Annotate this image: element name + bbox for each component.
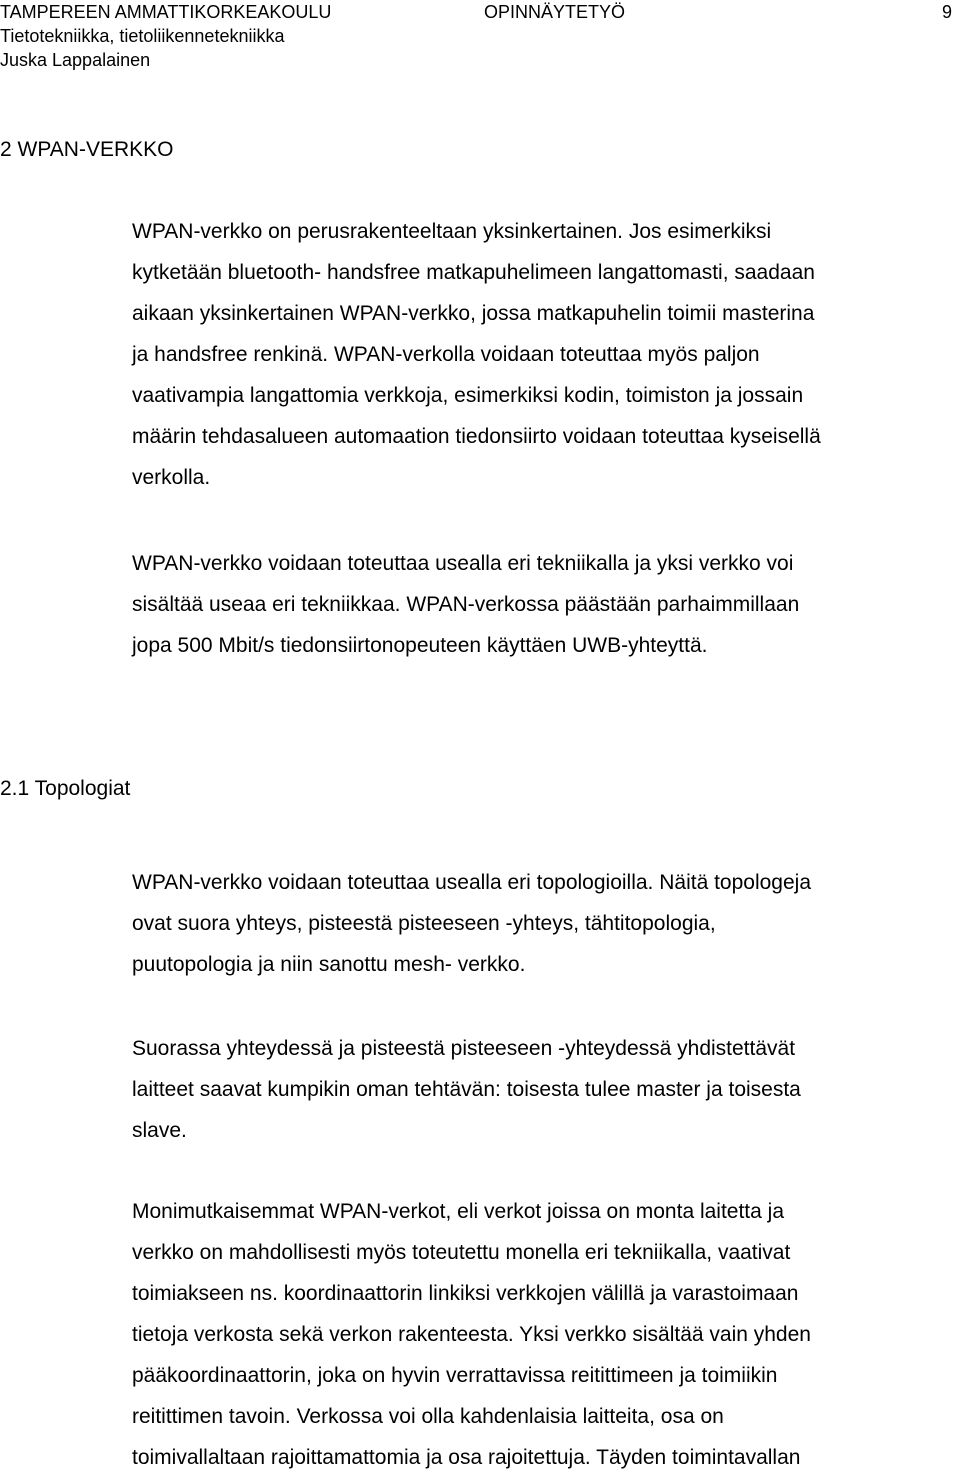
text-line: reitittimen tavoin. Verkossa voi olla kahdenlaisia laitteita, osa on (132, 1405, 724, 1428)
text-line: ja handsfree renkinä. WPAN-verkolla voidaan toteuttaa myös paljon (132, 343, 760, 366)
text-line: määrin tehdasalueen automaation tiedonsiirto voidaan toteuttaa kyseisellä (132, 425, 821, 448)
header-school: TAMPEREEN AMMATTIKORKEAKOULU (0, 2, 332, 22)
page-number: 9 (942, 2, 953, 22)
text-line: kytketään bluetooth- handsfree matkapuhelimeen langattomasti, saadaan (132, 261, 815, 284)
text-line: sisältää useaa eri tekniikkaa. WPAN-verkossa päästään parhaimmillaan (132, 593, 800, 616)
header-degree: Tietotekniikka, tietoliikennetekniikka (0, 26, 285, 46)
text-line: ovat suora yhteys, pisteestä pisteeseen -yhteys, tähtitopologia, (132, 912, 716, 935)
text-line: verkko on mahdollisesti myös toteutettu monella eri tekniikalla, vaativat (132, 1241, 791, 1264)
subsection-paragraph-1 (132, 862, 811, 985)
text-line: WPAN-verkko voidaan toteuttaa usealla eri tekniikalla ja yksi verkko voi (132, 552, 794, 575)
text-line: tietoja verkosta sekä verkon rakenteesta. Yksi verkko sisältää vain yhden (132, 1323, 811, 1346)
subsection-heading: 2.1 Topologiat (0, 777, 131, 800)
text-line: aikaan yksinkertainen WPAN-verkko, jossa matkapuhelin toimii masterina (132, 302, 815, 325)
subsection-paragraph-2 (132, 1028, 801, 1151)
text-line: jopa 500 Mbit/s tiedonsiirtonopeuteen käyttäen UWB-yhteyttä. (132, 634, 708, 657)
text-line: Monimutkaisemmat WPAN-verkot, eli verkot joissa on monta laitetta ja (132, 1200, 785, 1223)
header-line-3 (0, 48, 960, 72)
section-paragraph-2 (132, 543, 799, 666)
section-paragraph-1 (132, 211, 821, 498)
text-line: toimivallaltaan rajoittamattomia ja osa rajoitettuja. Täyden toimintavallan (132, 1446, 801, 1469)
text-line: pääkoordinaattorin, joka on hyvin verrattavissa reitittimeen ja toimiikin (132, 1364, 778, 1387)
header-author: Juska Lappalainen (0, 50, 151, 70)
text-line: laitteet saavat kumpikin oman tehtävän: toisesta tulee master ja toisesta (132, 1078, 801, 1101)
text-line: toimiakseen ns. koordinaattorin linkiksi verkkojen välillä ja varastoimaan (132, 1282, 799, 1305)
header-line-1 (0, 0, 960, 24)
text-line: verkolla. (132, 466, 211, 489)
subsection-paragraph-3 (132, 1191, 811, 1478)
header-document-type: OPINNÄYTETYÖ (484, 2, 626, 22)
text-line: vaativampia langattomia verkkoja, esimerkiksi kodin, toimiston ja jossain (132, 384, 804, 407)
text-line: puutopologia ja niin sanottu mesh- verkko. (132, 953, 526, 976)
page-header (0, 0, 960, 72)
text-line: WPAN-verkko on perusrakenteeltaan yksinkertainen. Jos esimerkiksi (132, 220, 772, 243)
text-line: WPAN-verkko voidaan toteuttaa usealla eri topologioilla. Näitä topologeja (132, 871, 812, 894)
header-line-2 (0, 24, 960, 48)
text-line: slave. (132, 1119, 187, 1142)
text-line: Suorassa yhteydessä ja pisteestä pisteeseen -yhteydessä yhdistettävät (132, 1037, 796, 1060)
section-heading: 2 WPAN-VERKKO (0, 138, 174, 161)
